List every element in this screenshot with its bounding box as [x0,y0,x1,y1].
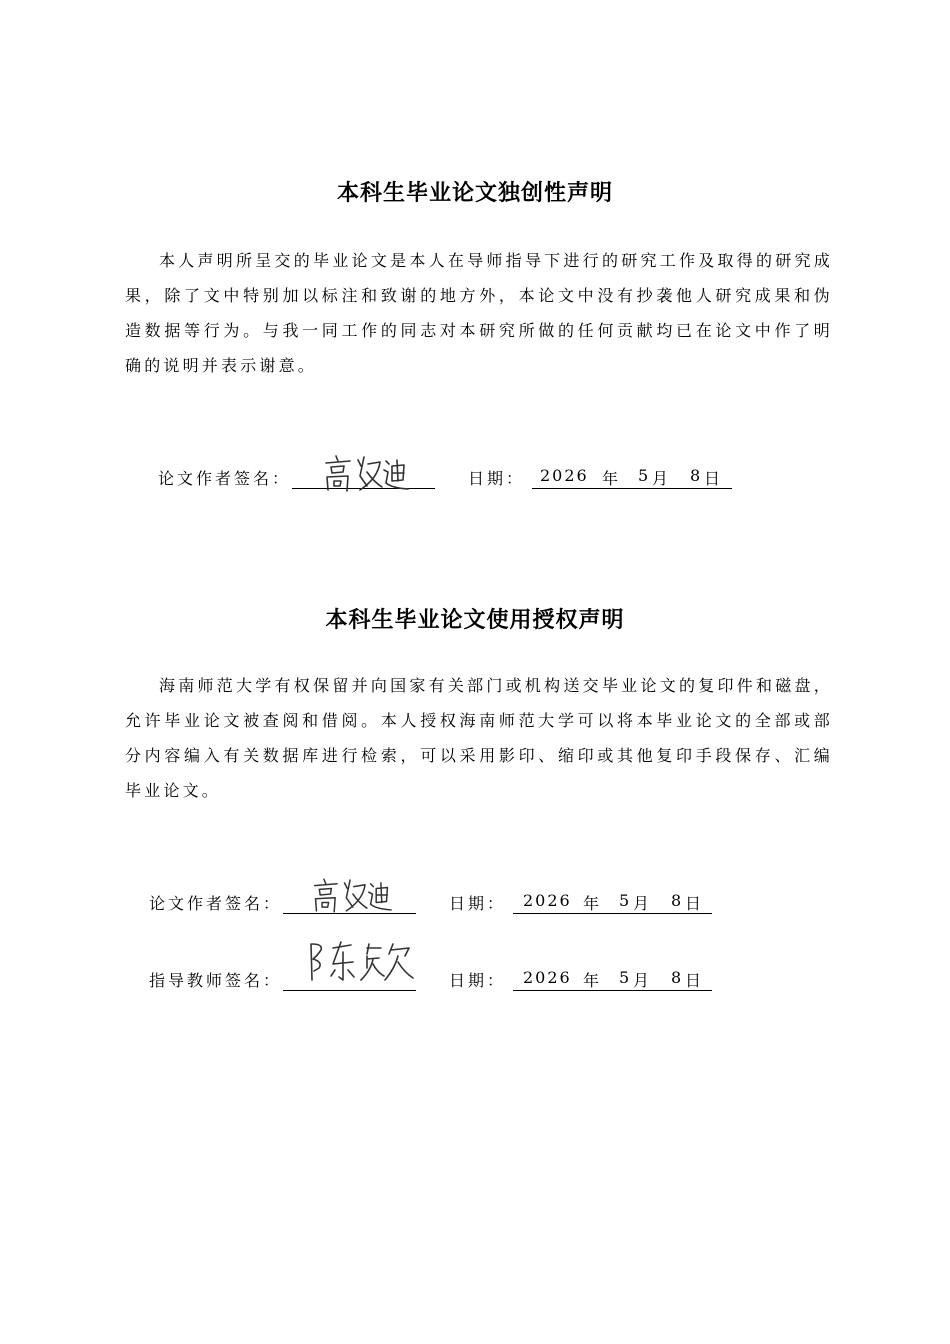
author-signature-label: 论文作者签名： [149,894,283,913]
author-signature-label: 论文作者签名： [158,469,292,488]
date-month: 5 [619,891,630,910]
author-handwritten-signature [309,875,393,915]
date-label: 日期： [468,469,526,488]
date-day: 8 [690,466,701,485]
originality-body: 本人声明所呈交的毕业论文是本人在导师指导下进行的研究工作及取得的研究成果，除了文中特别加以标注和致谢的地方外，本论文中没有抄袭他人研究成果和伪造数据等行为。与我一同工作的同志对本研究所做的任何贡献均已在论文中作了明确的说明并表示谢意。 [125,251,833,375]
date-month-unit: 月 [652,469,669,488]
originality-title: 本科生毕业论文独创性声明 [336,181,613,206]
date-month: 5 [638,466,649,485]
date-label: 日期： [449,894,507,913]
authorization-title: 本科生毕业论文使用授权声明 [325,608,625,633]
supervisor-date-value [513,968,712,991]
date-day: 8 [671,891,682,910]
date-year: 2026 [540,466,589,485]
author-handwritten-signature [320,452,410,494]
date-year: 2026 [523,891,572,910]
date-year-unit: 年 [583,894,600,913]
date-value [532,466,732,489]
date-month-unit: 月 [633,971,650,990]
authorization-author-signature-row [149,891,749,921]
date-year-unit: 年 [602,469,619,488]
date-year: 2026 [523,968,572,987]
date-year-unit: 年 [583,971,600,990]
date-month: 5 [619,968,630,987]
originality-signature-row [158,466,758,496]
date-day-unit: 日 [685,894,702,913]
date-month-unit: 月 [633,894,650,913]
date-label: 日期： [449,971,507,990]
date-day-unit: 日 [685,971,702,990]
author-date-value [513,891,712,914]
authorization-body: 海南师范大学有权保留并向国家有关部门或机构送交毕业论文的复印件和磁盘，允许毕业论文被查阅和借阅。本人授权海南师范大学可以将本毕业论文的全部或部分内容编入有关数据库进行检索，可以采用影印、缩印或其他复印手段保存、汇编毕业论文。 [125,676,833,800]
date-day-unit: 日 [704,469,721,488]
supervisor-signature-label: 指导教师签名： [149,971,283,990]
authorization-supervisor-signature-row [149,968,749,998]
supervisor-handwritten-signature [305,938,417,984]
date-day: 8 [671,968,682,987]
